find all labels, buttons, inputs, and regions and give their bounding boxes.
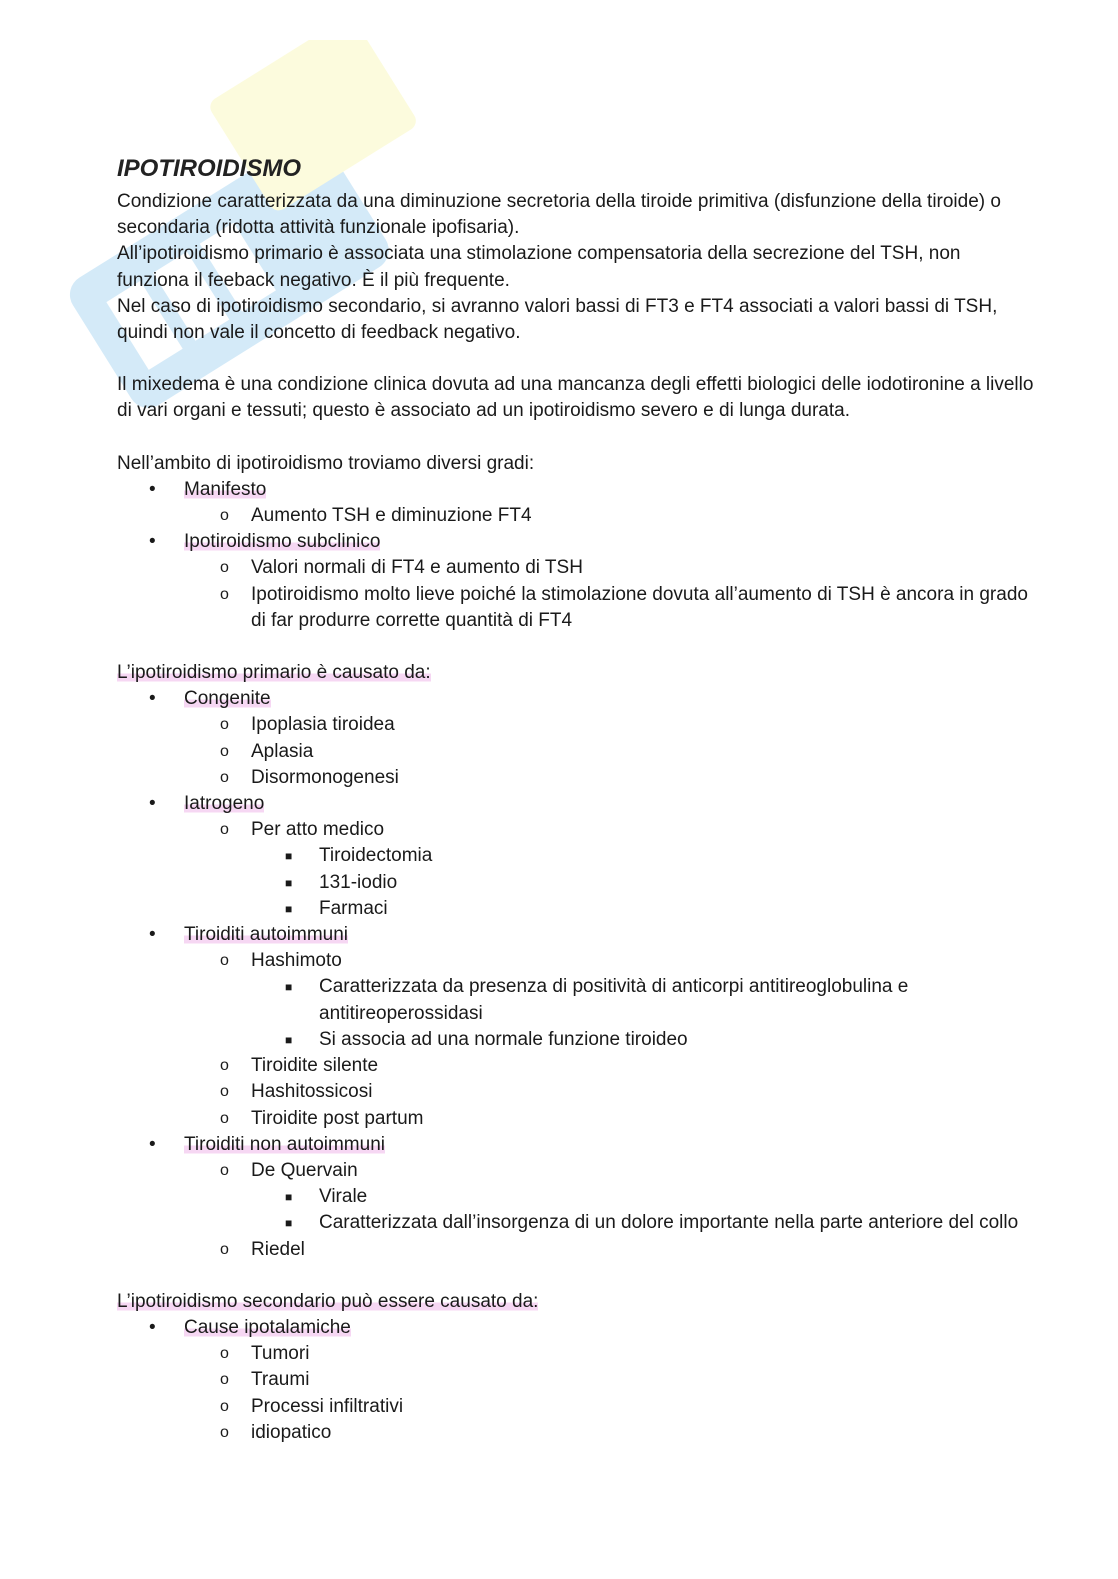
page-title: IPOTIROIDISMO <box>117 155 302 182</box>
list-item: o Hashitossicosi <box>220 1081 373 1103</box>
gradi-list <box>117 477 1037 634</box>
list-item: ■ Caratterizzata da presenza di positività di anticorpi antitireoglobulina e antitireoperossidasi <box>285 976 909 1024</box>
list-item: • Iatrogeno <box>149 793 265 815</box>
mixedema-paragraph: Il mixedema è una condizione clinica dovuta ad una mancanza degli effetti biologici delle iodotironine a livello di vari organi e tessuti; questo è associato ad un ipotiroidismo severo e di lunga durata. <box>117 374 1034 422</box>
intro-paragraph-1: Condizione caratterizzata da una diminuzione secretoria della tiroide primitiva (disfunzione della tiroide) o secondaria (ridotta attività funzionale ipofisaria). <box>117 191 1001 239</box>
list-item: • Manifesto <box>117 477 1037 503</box>
list-item: o Traumi <box>220 1369 310 1391</box>
bullet-marker: • <box>149 531 156 553</box>
list-item: o Ipotiroidismo molto lieve poiché la stimolazione dovuta all’aumento di TSH è ancora in grado di far produrre corrette quantità di FT4 <box>220 583 1028 631</box>
list-item: o Ipoplasia tiroidea <box>220 714 395 736</box>
list-item: o Tiroidite silente <box>220 1055 379 1077</box>
list-item: • Congenite <box>149 688 271 710</box>
list-item: ■ 131-iodio <box>285 871 398 893</box>
list-item: o idiopatico <box>220 1421 332 1443</box>
list-item: o Per atto medico <box>220 819 385 841</box>
primario-list <box>117 686 1037 1262</box>
secondario-list <box>117 1315 1037 1446</box>
list-item: • Cause ipotalamiche <box>149 1316 351 1338</box>
primario-heading: L’ipotiroidismo primario è causato da: <box>117 662 431 684</box>
list-item: o Disormonogenesi <box>220 766 399 788</box>
circle-marker: o <box>220 507 229 525</box>
list-item: • Ipotiroidismo subclinico <box>117 529 1037 555</box>
list-item: o Processi infiltrativi <box>220 1395 404 1417</box>
list-item: o Hashimoto <box>220 950 342 972</box>
document-page <box>117 153 1037 1446</box>
circle-marker: o <box>220 585 229 603</box>
list-item: o De Quervain <box>220 1159 358 1181</box>
gradi-heading: Nell’ambito di ipotiroidismo troviamo diversi gradi: <box>117 452 535 474</box>
list-item: ■ Si associa ad una normale funzione tiroideo <box>285 1028 688 1050</box>
circle-marker: o <box>220 559 229 577</box>
list-item: o Tiroidite post partum <box>220 1107 424 1129</box>
list-item: • Tiroiditi autoimmuni <box>149 924 349 946</box>
list-item: o Tumori <box>220 1343 310 1365</box>
list-item: ■ Caratterizzata dall’insorgenza di un dolore importante nella parte anteriore del collo <box>285 1212 1019 1234</box>
intro-paragraph-3: Nel caso di ipotiroidismo secondario, si avranno valori bassi di FT3 e FT4 associati a valori bassi di TSH, quindi non vale il concetto di feedback negativo. <box>117 295 998 344</box>
list-item: • Tiroiditi non autoimmuni <box>149 1133 385 1155</box>
list-item: o Riedel <box>220 1238 305 1260</box>
secondario-heading: L’ipotiroidismo secondario può essere causato da: <box>117 1290 539 1312</box>
list-item: ■ Farmaci <box>285 897 388 919</box>
list-item: o Valori normali di FT4 e aumento di TSH <box>117 555 1037 581</box>
intro-paragraph-2: All’ipotiroidismo primario è associata una stimolazione compensatoria della secrezione del TSH, non funziona il feeback negativo. È il più frequente. <box>117 243 961 291</box>
list-item: o Aumento TSH e diminuzione FT4 <box>117 503 1037 529</box>
list-item: o Aplasia <box>220 740 314 762</box>
list-item: ■ Virale <box>285 1186 368 1208</box>
list-item: ■ Tiroidectomia <box>285 845 433 867</box>
bullet-marker: • <box>149 478 156 500</box>
